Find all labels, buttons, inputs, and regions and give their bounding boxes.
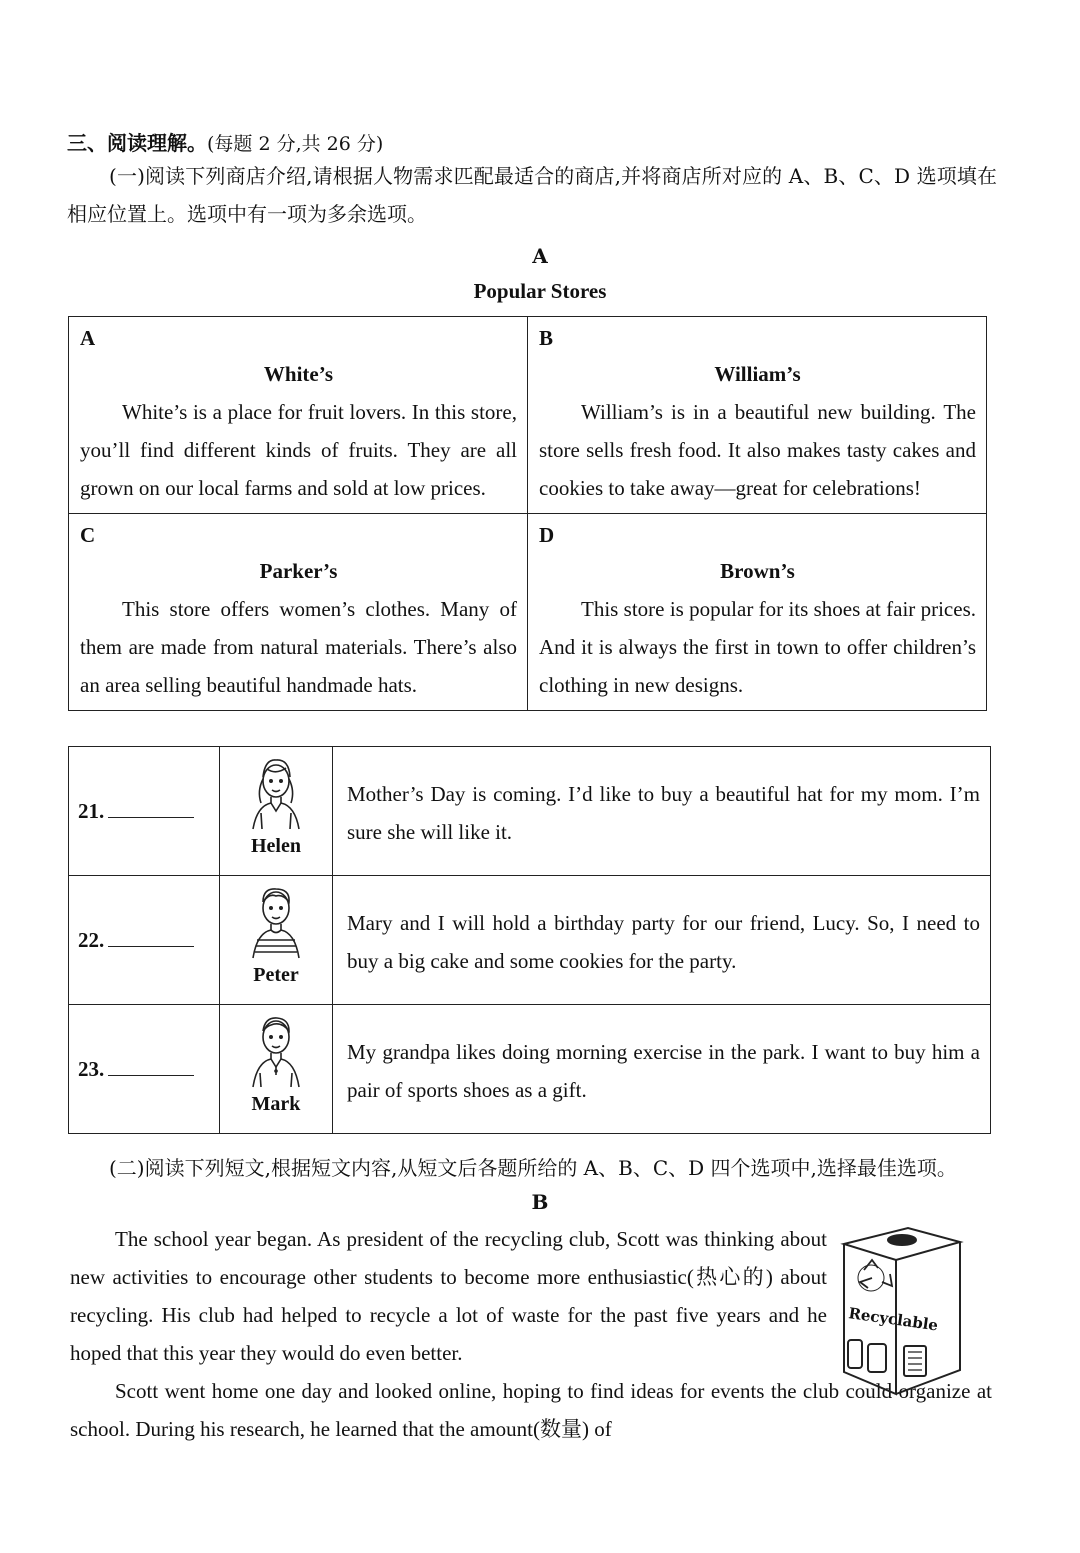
statement-cell: My grandpa likes doing morning exercise in the park. I want to buy him a pair of sports shoes as a gift. — [333, 1005, 991, 1134]
store-description: William’s is in a beautiful new building. The store sells fresh food. It also makes tasty cakes and cookies to take away—great for celebrations! — [539, 400, 976, 500]
statement-cell: Mother’s Day is coming. I’d like to buy a beautiful hat for my mom. I’m sure she will like it. — [333, 747, 991, 876]
bin-label: Recyclable — [847, 1304, 940, 1335]
person-name: Peter — [253, 964, 299, 986]
store-description: This store offers women’s clothes. Many of them are made from natural materials. There’s also an area selling beautiful handmade hats. — [80, 597, 517, 697]
store-name: Brown’s — [720, 559, 795, 583]
store-cell-b — [528, 317, 987, 514]
answer-blank[interactable] — [108, 928, 194, 947]
store-letter: C — [80, 523, 96, 547]
boy-polo-shirt-icon — [245, 1009, 307, 1091]
question-number: 23. — [78, 1056, 105, 1081]
section-title-text: 三、阅读理解。 — [67, 131, 207, 155]
answer-cell — [69, 747, 220, 876]
passage-letter-a: A — [532, 244, 548, 268]
store-cell-c — [69, 514, 528, 711]
stores-row — [69, 514, 987, 711]
person-cell — [220, 876, 333, 1005]
person-name: Helen — [251, 835, 301, 857]
store-description: This store is popular for its shoes at fair prices. And it is always the first in town to offer children’s clothing in new designs. — [539, 597, 976, 697]
paragraph-text: The school year began. As president of the recycling club, Scott was thinking about new activities to encourage other students to become more enthusiastic(热心的) about recycling. His club had helped to recycle a lot of waste for the past five years and he hoped that this year they would do even better. — [70, 1227, 827, 1365]
store-description: White’s is a place for fruit lovers. In this store, you’ll find different kinds of fruits. They are all grown on our local farms and sold at low prices. — [80, 400, 517, 500]
answer-blank[interactable] — [108, 799, 194, 818]
answer-blank[interactable] — [108, 1057, 194, 1076]
boy-striped-shirt-icon — [245, 880, 307, 962]
part1-instruction-text: (一)阅读下列商店介绍,请根据人物需求匹配最适合的商店,并将商店所对应的 A、B、C、D 选项填在相应位置上。选项中有一项为多余选项。 — [67, 164, 997, 226]
statement-cell: Mary and I will hold a birthday party for our friend, Lucy. So, I need to buy a big cake and some cookies for the party. — [333, 876, 991, 1005]
person-name: Mark — [251, 1093, 301, 1115]
person-cell — [220, 1005, 333, 1134]
paragraph-text: Scott went home one day and looked online, hoping to find ideas for events the club could organize at school. During his research, he learned that the amount(数量) of — [70, 1379, 992, 1441]
passage-letter-b: B — [531, 1190, 549, 1214]
needs-table — [68, 746, 991, 1134]
question-number: 21. — [78, 798, 105, 823]
part1-instruction — [67, 157, 997, 233]
stores-title: Popular Stores — [473, 279, 607, 303]
answer-cell — [69, 1005, 220, 1134]
recycling-bin-illustration — [838, 1222, 968, 1406]
stores-table — [68, 316, 987, 711]
store-letter: D — [539, 523, 555, 547]
question-number: 22. — [78, 927, 105, 952]
section-title — [67, 127, 383, 156]
passage-paragraph-1 — [70, 1220, 827, 1372]
store-letter: B — [539, 326, 554, 350]
section-score-note: (每题 2 分,共 26 分) — [207, 133, 384, 155]
stores-row — [69, 317, 987, 514]
store-cell-a — [69, 317, 528, 514]
answer-cell — [69, 876, 220, 1005]
store-cell-d — [528, 514, 987, 711]
store-name: William’s — [714, 362, 801, 386]
store-name: White’s — [263, 362, 334, 386]
person-cell — [220, 747, 333, 876]
part2-instruction — [67, 1149, 997, 1187]
question-row-22 — [69, 876, 991, 1005]
question-row-21 — [69, 747, 991, 876]
question-row-23 — [69, 1005, 991, 1134]
recycling-bin-icon — [838, 1222, 968, 1402]
store-letter: A — [80, 326, 96, 350]
store-name: Parker’s — [259, 559, 338, 583]
girl-portrait-icon — [245, 751, 307, 833]
part2-instruction-text: (二)阅读下列短文,根据短文内容,从短文后各题所给的 A、B、C、D 四个选项中,选择最佳选项。 — [109, 1156, 957, 1180]
